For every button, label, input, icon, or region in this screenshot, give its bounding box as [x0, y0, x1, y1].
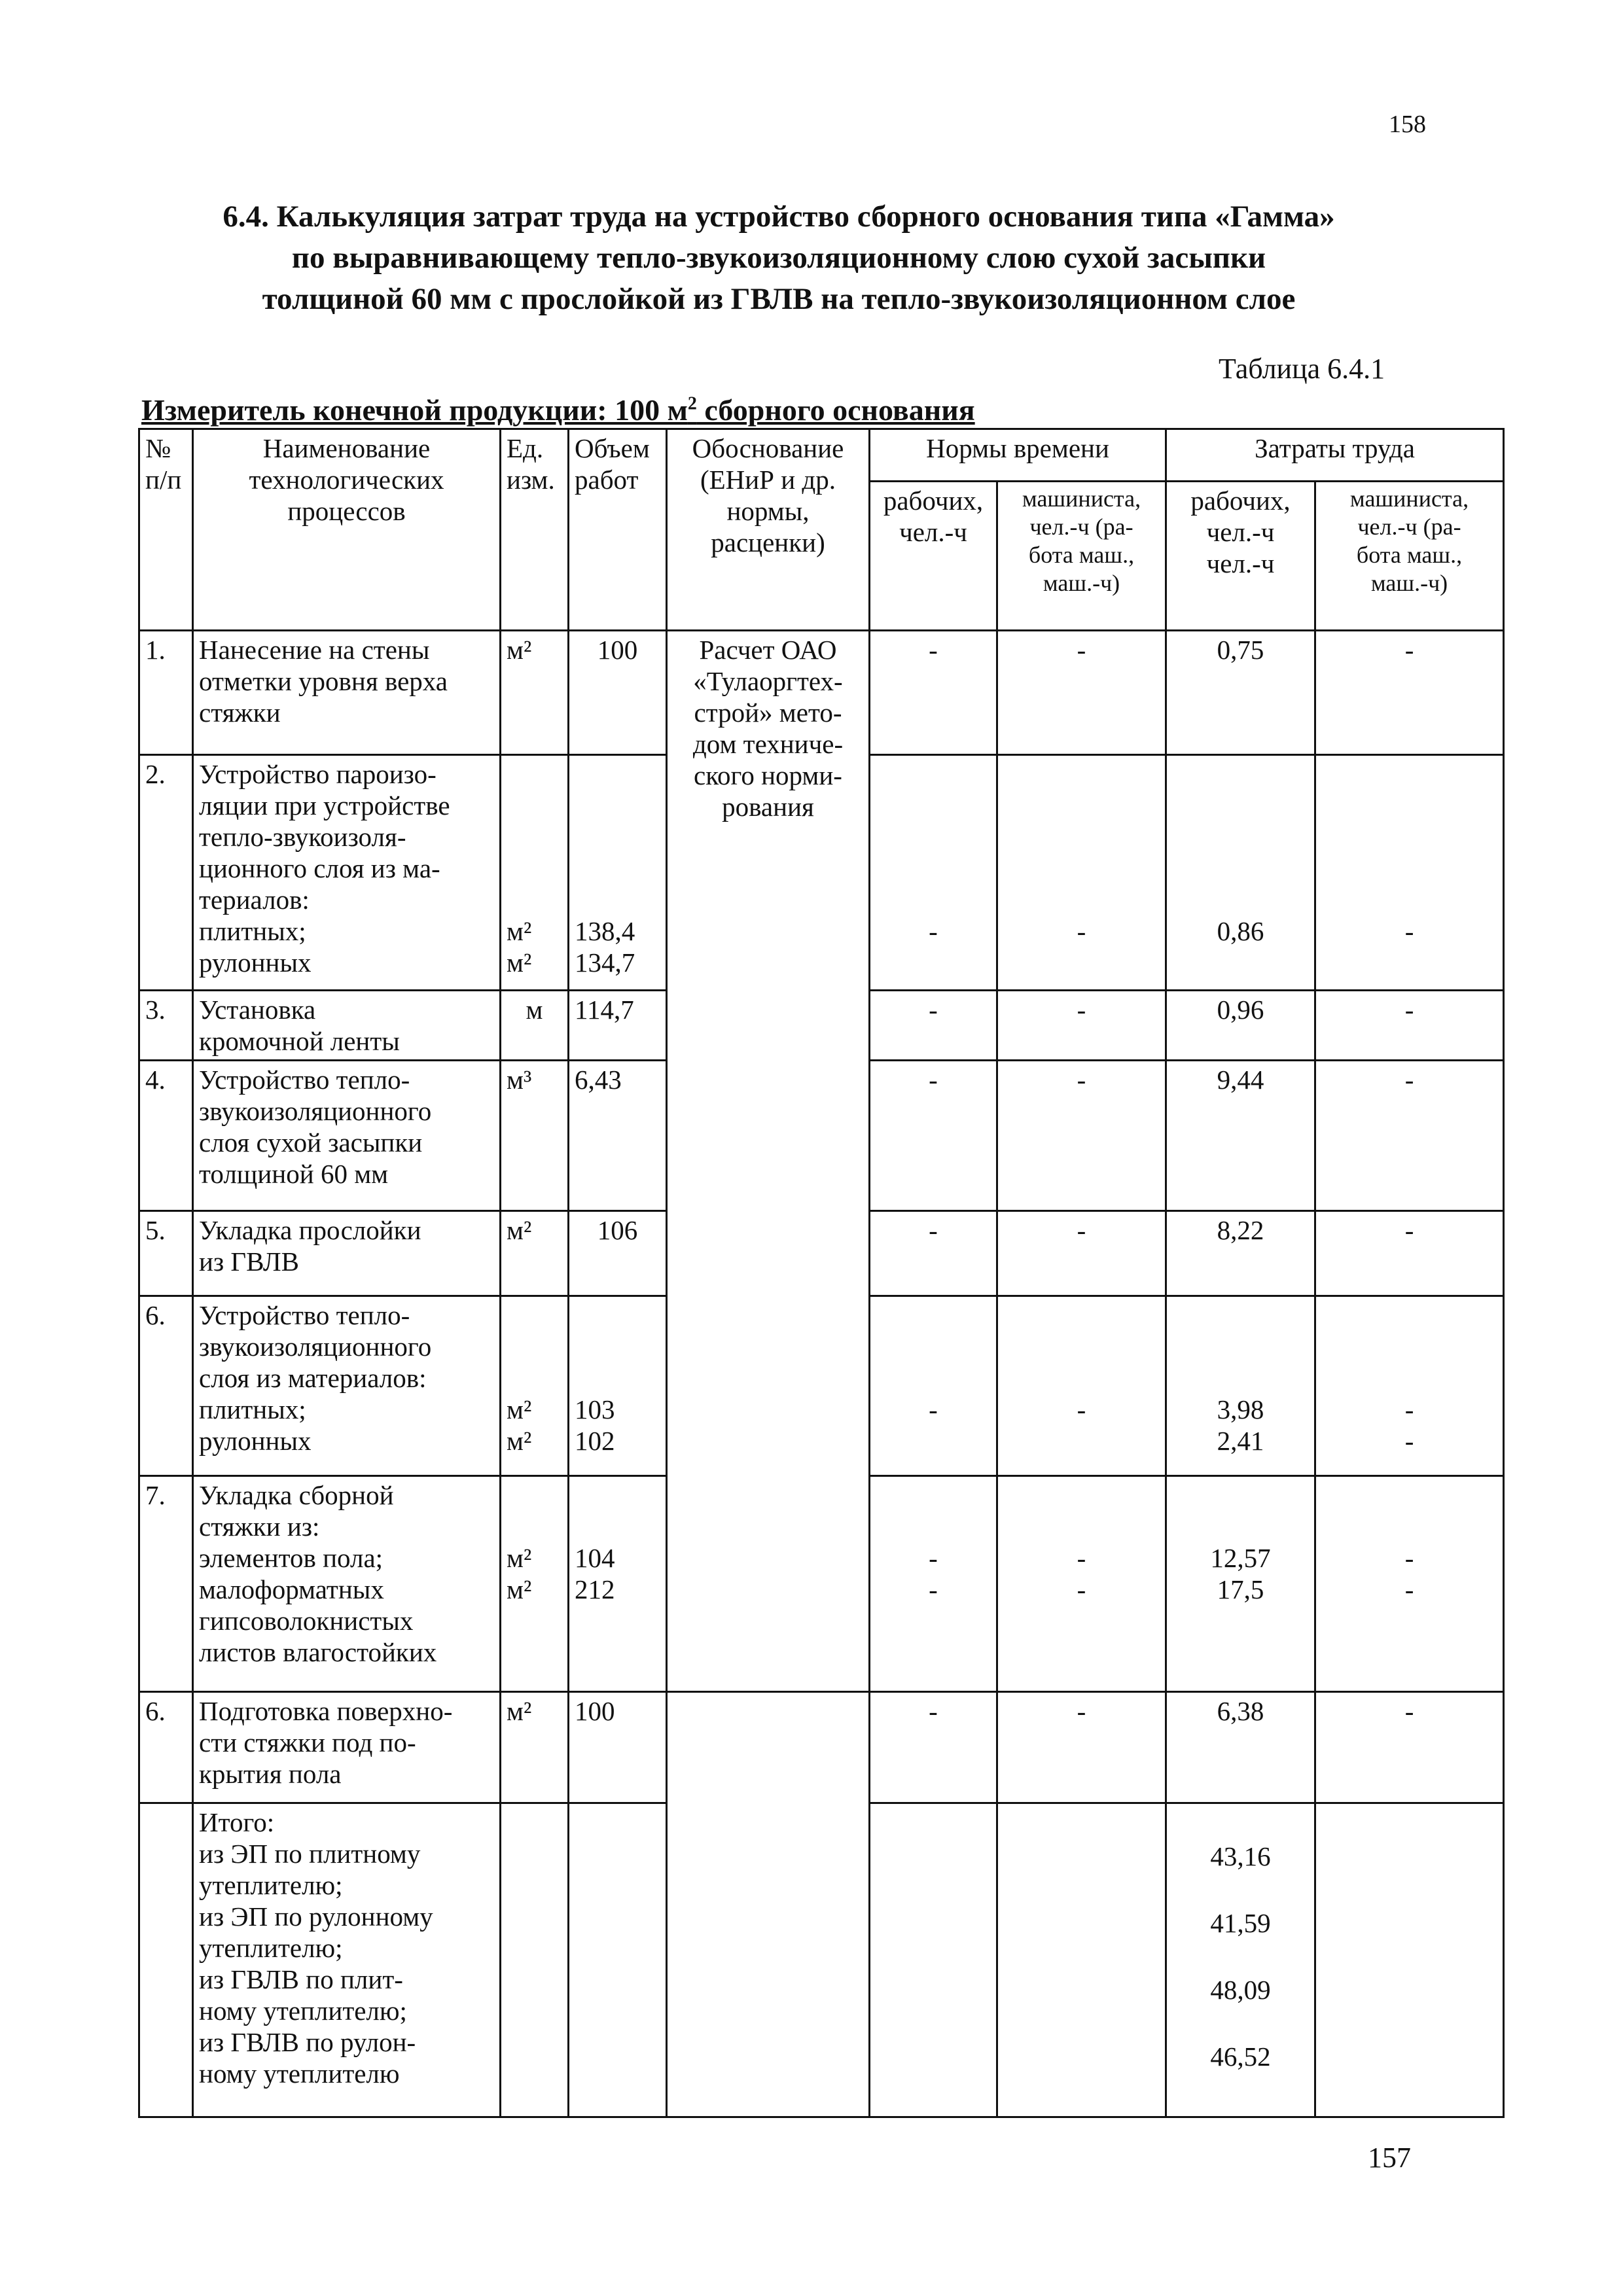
table-label: Таблица 6.4.1 — [1219, 353, 1385, 385]
total-unit-empty — [501, 1803, 569, 2117]
measure-line — [141, 393, 975, 427]
header-workers-2: рабочих, чел.-ч чел.-ч — [1166, 482, 1315, 631]
row-norm-machinist: - — [997, 1061, 1166, 1211]
row-cost-machinist: - - — [1315, 1296, 1504, 1476]
header-name: Наименование технологических процессов — [193, 429, 501, 631]
measure-text: Измеритель конечной продукции: 100 м — [141, 393, 688, 427]
row-name: Устройство пароизо- ляции при устройстве тепло-звукоизоля- ционного слоя из ма- териалов: плитных; рулонных — [193, 755, 501, 991]
row-volume: 6,43 — [569, 1061, 667, 1211]
row-norm-workers: - — [870, 991, 997, 1061]
row-unit: м² — [501, 1692, 569, 1803]
row-cost-workers: 8,22 — [1166, 1211, 1315, 1296]
row-cost-machinist: - — [1315, 1692, 1504, 1803]
header-costs: Затраты труда — [1166, 429, 1504, 482]
total-basis-empty — [667, 1803, 870, 2117]
row-norm-machinist: - — [997, 1296, 1166, 1476]
header-volume: Объем работ — [569, 429, 667, 631]
row-name: Устройство тепло- звукоизоляционного слоя сухой засыпки толщиной 60 мм — [193, 1061, 501, 1211]
row-name: Нанесение на стены отметки уровня верха стяжки — [193, 631, 501, 755]
total-values: 43,16 41,59 48,09 46,52 — [1166, 1803, 1315, 2117]
row-name: Укладка сборной стяжки из: элементов пола; малоформатных гипсоволокнистых листов влагостойких — [193, 1476, 501, 1692]
row-norm-machinist: - — [997, 631, 1166, 755]
row-cost-machinist: - — [1315, 755, 1504, 991]
row-cost-workers: 9,44 — [1166, 1061, 1315, 1211]
row-cost-workers: 0,96 — [1166, 991, 1315, 1061]
total-volume-empty — [569, 1803, 667, 2117]
row-num: 7. — [139, 1476, 193, 1692]
row-norm-workers: - — [870, 1296, 997, 1476]
table-row — [139, 1692, 1504, 1803]
row-num: 2. — [139, 755, 193, 991]
header-basis: Обоснование (ЕНиР и др. нормы, расценки) — [667, 429, 870, 631]
row-norm-machinist: - - — [997, 1476, 1166, 1692]
row-norm-workers: - — [870, 1211, 997, 1296]
row-name: Устройство тепло- звукоизоляционного слоя из материалов: плитных; рулонных — [193, 1296, 501, 1476]
row-unit: м² м² — [501, 1476, 569, 1692]
row-norm-workers: - — [870, 1692, 997, 1803]
row-norm-workers: - - — [870, 1476, 997, 1692]
row-norm-machinist: - — [997, 1692, 1166, 1803]
row-unit: м² — [501, 631, 569, 755]
row-unit: м — [501, 991, 569, 1061]
row-unit: м² м² — [501, 1296, 569, 1476]
total-num-empty — [139, 1803, 193, 2117]
row-num: 6. — [139, 1296, 193, 1476]
total-norm-workers-empty — [870, 1803, 997, 2117]
row-unit: м³ — [501, 1061, 569, 1211]
row-num: 6. — [139, 1692, 193, 1803]
row-cost-workers: 0,75 — [1166, 631, 1315, 755]
row-cost-machinist: - - — [1315, 1476, 1504, 1692]
row-cost-workers: 0,86 — [1166, 755, 1315, 991]
page-number-top: 158 — [1389, 111, 1426, 138]
row-volume: 138,4 134,7 — [569, 755, 667, 991]
measure-sup: 2 — [687, 393, 697, 414]
header-workers: рабочих, чел.-ч — [870, 482, 997, 631]
row-num: 1. — [139, 631, 193, 755]
row-cost-workers: 6,38 — [1166, 1692, 1315, 1803]
row-volume: 103 102 — [569, 1296, 667, 1476]
row-basis: Расчет ОАО «Тулаоргтех- строй» мето- дом техниче- ского норми- рования — [667, 631, 870, 1692]
page-number-bottom: 157 — [1368, 2142, 1411, 2174]
header-machinist-2: машиниста, чел.-ч (ра- бота маш., маш.-ч) — [1315, 482, 1504, 631]
row-norm-workers: - — [870, 755, 997, 991]
row-volume: 114,7 — [569, 991, 667, 1061]
labor-cost-table — [138, 428, 1505, 2118]
total-norm-machinist-empty — [997, 1803, 1166, 2117]
total-label: Итого: из ЭП по плитному утеплителю; из ЭП по рулонному утеплителю; из ГВЛВ по плит- ному утеплителю; из ГВЛВ по рулон- ному утеплителю — [193, 1803, 501, 2117]
header-unit: Ед. изм. — [501, 429, 569, 631]
row-volume: 100 — [569, 1692, 667, 1803]
row-norm-machinist: - — [997, 755, 1166, 991]
row-volume: 104 212 — [569, 1476, 667, 1692]
row-name: Установка кромочной ленты — [193, 991, 501, 1061]
row-cost-machinist: - — [1315, 991, 1504, 1061]
row-cost-machinist: - — [1315, 1211, 1504, 1296]
document-title: 6.4. Калькуляция затрат труда на устройство сборного основания типа «Гамма» по выравнивающему тепло-звукоизоляционному слою сухой засыпки толщиной 60 мм с прослойкой из ГВЛВ на тепло-звукоизоляционном слое — [223, 200, 1335, 316]
row-num: 4. — [139, 1061, 193, 1211]
row-cost-workers: 3,98 2,41 — [1166, 1296, 1315, 1476]
measure-tail: сборного основания — [696, 393, 975, 427]
total-cost-machinist-empty — [1315, 1803, 1504, 2117]
row-norm-machinist: - — [997, 991, 1166, 1061]
header-machinist: машиниста, чел.-ч (ра- бота маш., маш.-ч) — [997, 482, 1166, 631]
row-basis-empty — [667, 1692, 870, 1803]
row-cost-machinist: - — [1315, 631, 1504, 755]
header-num: № п/п — [139, 429, 193, 631]
row-volume: 106 — [569, 1211, 667, 1296]
row-name: Укладка прослойки из ГВЛВ — [193, 1211, 501, 1296]
row-norm-machinist: - — [997, 1211, 1166, 1296]
row-num: 5. — [139, 1211, 193, 1296]
header-norms: Нормы времени — [870, 429, 1166, 482]
table-row — [139, 631, 1504, 755]
row-unit: м² — [501, 1211, 569, 1296]
row-volume: 100 — [569, 631, 667, 755]
total-row — [139, 1803, 1504, 2117]
row-unit: м² м² — [501, 755, 569, 991]
row-norm-workers: - — [870, 631, 997, 755]
row-name: Подготовка поверхно- сти стяжки под по- крытия пола — [193, 1692, 501, 1803]
row-num: 3. — [139, 991, 193, 1061]
row-norm-workers: - — [870, 1061, 997, 1211]
row-cost-machinist: - — [1315, 1061, 1504, 1211]
row-cost-workers: 12,57 17,5 — [1166, 1476, 1315, 1692]
